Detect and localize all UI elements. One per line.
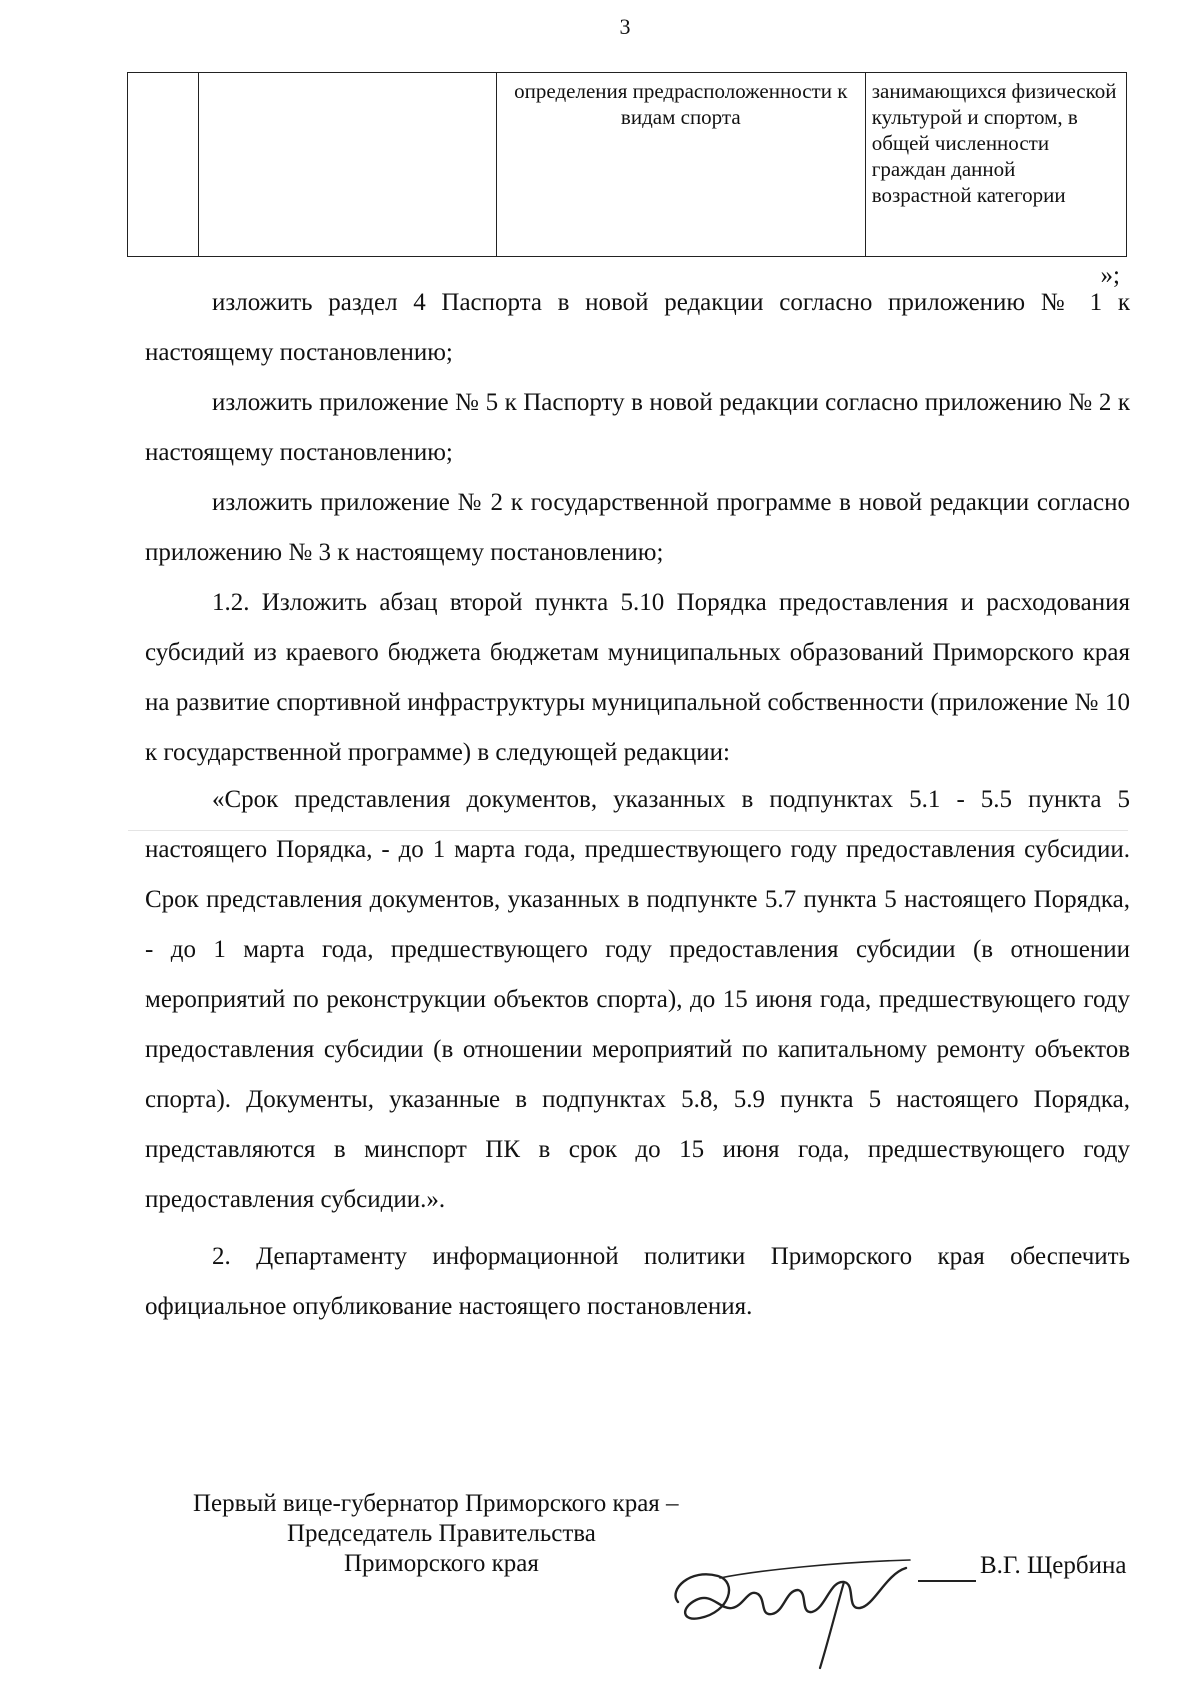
handwritten-signature (660, 1550, 920, 1680)
table-cell (128, 73, 199, 257)
signature-title-line3: Приморского края (344, 1550, 539, 1577)
table-cell (198, 73, 496, 257)
paragraph: 1.2. Изложить абзац второй пункта 5.10 Порядка предоставления и расходования субсидий из краевого бюджета бюджетам муниципальных образований Приморского края на развитие спортивной инфраструктуры муниципальной собственности (приложение № 10 к государственной программе) в следующей редакции: (145, 589, 1130, 766)
paragraph: изложить приложение № 5 к Паспорту в новой редакции согласно приложению № 2 к настоящему постановлению; (145, 389, 1130, 466)
continuation-table (127, 72, 1127, 257)
table-cell: определения предрасположенности к видам спорта (496, 73, 865, 257)
signer-name: В.Г. Щербина (980, 1552, 1127, 1579)
page-number: 3 (619, 14, 631, 39)
publication-block (145, 1232, 1130, 1332)
signature-title-line1: Первый вице-губернатор Приморского края – (193, 1490, 679, 1517)
closing-quote: »; (1100, 262, 1120, 289)
table-cell: занимающихся физической культурой и спортом, в общей численности граждан данной возрастной категории (865, 73, 1126, 257)
signature-dash (918, 1580, 976, 1582)
signature-title-line2: Председатель Правительства (287, 1520, 596, 1547)
paragraph: изложить раздел 4 Паспорта в новой редакции согласно приложению № 1 к настоящему постановлению; (145, 289, 1130, 366)
paragraph: «Срок представления документов, указанных в подпунктах 5.1 - 5.5 пункта 5 настоящего Порядка, - до 1 марта года, предшествующего году предоставления субсидии. Срок представления документов, указанных в подпункте 5.7 пункта 5 настоящего Порядка, - до 1 марта года, предшествующего году предоставления субсидии (в отношении мероприятий по реконструкции объектов спорта), до 15 июня года, предшествующего году предоставления субсидии (в отношении мероприятий по капитальному ремонту объектов спорта). Документы, указанные в подпунктах 5.8, 5.9 пункта 5 настоящего Порядка, представляются в минспорт ПК в срок до 15 июня года, предшествующего году предоставления субсидии.». (145, 786, 1130, 1213)
paragraph: 2. Департаменту информационной политики Приморского края обеспечить официальное опубликование настоящего постановления. (145, 1243, 1130, 1320)
paragraph: изложить приложение № 2 к государственной программе в новой редакции согласно приложению № 3 к настоящему постановлению; (145, 489, 1130, 566)
quoted-block (145, 775, 1130, 1225)
table-row (128, 73, 1127, 257)
amendments-block (145, 278, 1130, 778)
